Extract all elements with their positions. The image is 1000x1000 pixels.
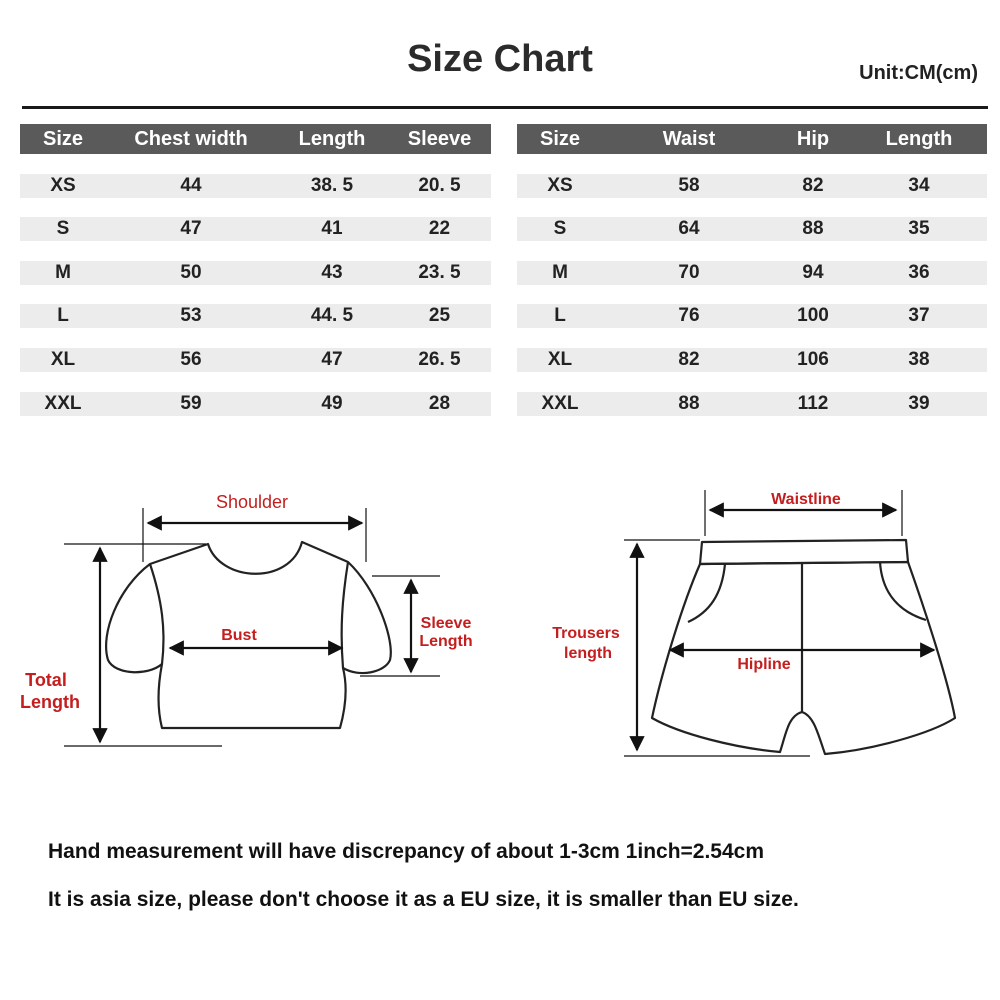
cell-length: 41 — [321, 218, 343, 240]
total-length-label-1: Total — [25, 670, 67, 690]
cell-length: 47 — [321, 348, 343, 370]
cell-sleeve: 20. 5 — [418, 174, 461, 196]
cell-waist: 76 — [678, 305, 700, 327]
header-chest-width: Chest width — [134, 127, 248, 150]
cell-hip: 88 — [802, 218, 824, 240]
header-sleeve: Sleeve — [407, 127, 472, 150]
cell-waist: 82 — [678, 348, 700, 370]
cell-hip: 100 — [797, 305, 829, 327]
cell-hip: 82 — [802, 174, 824, 196]
cell-hip: 112 — [797, 392, 829, 414]
cell-sleeve: 28 — [428, 392, 451, 414]
cell-chest: 47 — [180, 218, 202, 240]
cell-size: XL — [50, 348, 76, 370]
cell-chest: 44 — [180, 174, 202, 196]
cell-length: 36 — [908, 261, 930, 283]
cell-size: XL — [547, 348, 573, 370]
header-length: Length — [885, 127, 953, 150]
sleeve-length-label-2: Length — [419, 633, 473, 650]
cell-length: 38. 5 — [310, 174, 354, 196]
measurement-note: Hand measurement will have discrepancy of about 1-3cm 1inch=2.54cm — [48, 840, 765, 863]
unit-label: Unit:CM(cm) — [859, 62, 978, 84]
shorts-icon — [652, 540, 955, 754]
shorts-measure-lines — [624, 490, 934, 756]
cell-hip: 106 — [797, 348, 829, 370]
cell-chest: 59 — [180, 392, 202, 414]
cell-sleeve: 23. 5 — [418, 261, 461, 283]
header-size: Size — [42, 127, 84, 150]
cell-size: L — [554, 305, 566, 327]
total-length-label-2: Length — [20, 692, 80, 712]
header-size: Size — [539, 127, 581, 150]
header-waist: Waist — [662, 127, 716, 150]
cell-length: 38 — [908, 348, 930, 370]
cell-size: M — [55, 261, 71, 283]
cell-length: 34 — [908, 174, 930, 196]
cell-waist: 64 — [678, 218, 700, 240]
cell-length: 39 — [908, 392, 930, 414]
cell-chest: 56 — [180, 348, 202, 370]
bust-label: Bust — [221, 627, 257, 644]
cell-size: XS — [547, 174, 573, 196]
trousers-length-label-1: Trousers — [552, 625, 620, 642]
cell-size: XXL — [541, 392, 579, 414]
cell-sleeve: 25 — [428, 305, 451, 327]
trousers-length-label-2: length — [564, 645, 612, 662]
cell-sleeve: 26. 5 — [418, 348, 461, 370]
sleeve-length-label-1: Sleeve — [420, 615, 472, 632]
hipline-label: Hipline — [737, 656, 791, 673]
cell-waist: 58 — [678, 174, 700, 196]
cell-chest: 50 — [180, 261, 202, 283]
cell-size: XXL — [44, 392, 82, 414]
page-title: Size Chart — [407, 38, 593, 80]
cell-length: 49 — [321, 392, 343, 414]
header-hip: Hip — [796, 127, 830, 150]
cell-size: XS — [50, 174, 76, 196]
cell-length: 35 — [908, 218, 930, 240]
header-length: Length — [298, 127, 366, 150]
cell-waist: 88 — [678, 392, 700, 414]
cell-length: 44. 5 — [310, 305, 354, 327]
cell-size: M — [552, 261, 568, 283]
cell-sleeve: 22 — [428, 218, 451, 240]
cell-chest: 53 — [180, 305, 202, 327]
asia-size-note: It is asia size, please don't choose it as a EU size, it is smaller than EU size. — [48, 888, 799, 911]
shoulder-label: Shoulder — [215, 492, 289, 512]
waistline-label: Waistline — [771, 491, 841, 508]
cell-hip: 94 — [802, 261, 824, 283]
cell-size: S — [56, 218, 70, 240]
cell-waist: 70 — [678, 261, 700, 283]
cell-size: S — [553, 218, 567, 240]
cell-length: 43 — [321, 261, 343, 283]
cell-length: 37 — [908, 305, 930, 327]
cell-size: L — [57, 305, 69, 327]
